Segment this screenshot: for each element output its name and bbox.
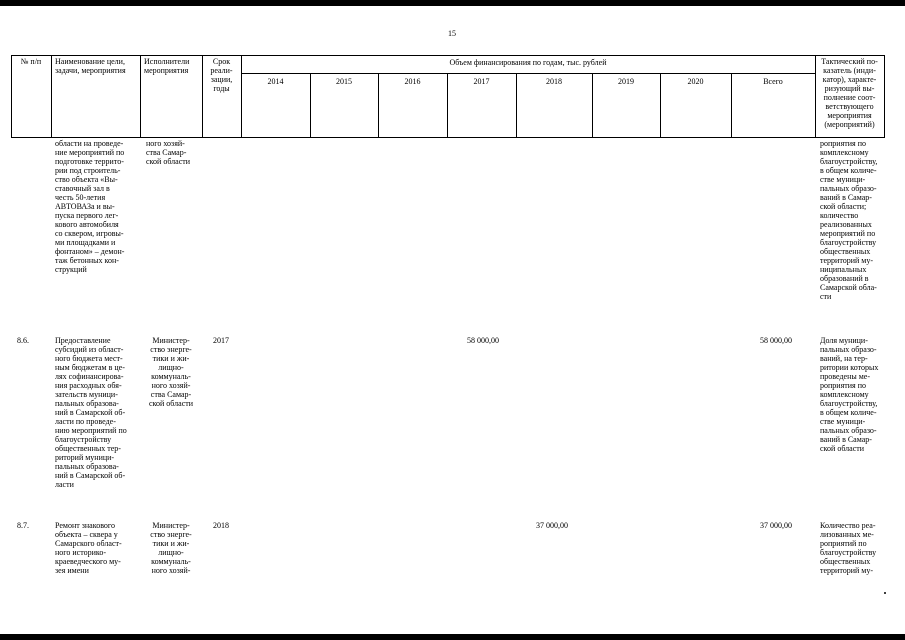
col-border	[241, 55, 242, 138]
row-8-6-name: Предоставление субсидий из област- ного бюджета мест- ным бюджетам в це- лях софинансирова- ния расходных обя- зательств муници- пальных образова- ний в Самарской об- ласти по проведе- нию мероприятий по благоустройству общественных тер- риторий муници- пальных образова- ний в Самарской об- ласти	[55, 336, 127, 489]
year-2014: 2014	[267, 77, 284, 86]
years-row-line	[241, 73, 815, 74]
row-8-6-term: 2017	[213, 336, 229, 345]
cont-row-name: области на проведе- ние мероприятий по подготовке террито- рии под строитель- ство объекта «Вы- ставочный зал в честь 50-летия АВТОВАЗа и вы- пуска первого лег- кового автомобиля со сквером, игровы- ми площадками и фонтаном» – демон- таж бетонных кон- струкций	[55, 139, 125, 274]
header-num: № п/п	[20, 57, 42, 66]
top-border	[0, 0, 905, 6]
year-2020: 2020	[687, 77, 704, 86]
row-8-7-indicator: Количество реа- лизованных ме- роприятий по благоустройству общественных территорий му-	[820, 521, 877, 575]
year-total: Всего	[763, 77, 783, 86]
header-funding: Объем финансирования по годам, тыс. рублей	[449, 58, 607, 67]
row-8-7-term: 2018	[213, 521, 229, 530]
row-8-6-total: 58 000,00	[760, 336, 792, 345]
cont-row-indicator: роприятия по комплексному благоустройству, в общем количе- стве муници- пальных образо- ваний в Самар- ской области; количество реализованных мероприятий по благоустройству общественных территорий му- ниципальных образований в Самарской обла- сти	[820, 139, 878, 301]
row-8-6-indicator: Доля муници- пальных образо- ваний, на тер- ритории которых проведены ме- роприятия по комплексному благоустройству, в общем количе- стве муници- пальных образо- ваний в Самар- ской области	[820, 336, 879, 453]
year-2015: 2015	[336, 77, 352, 86]
col-border	[884, 55, 885, 138]
col-border	[140, 55, 141, 138]
year-2018: 2018	[546, 77, 562, 86]
row-8-7-total: 37 000,00	[760, 521, 792, 530]
year-2019: 2019	[618, 77, 634, 86]
bottom-border	[0, 634, 905, 640]
header-top-line	[11, 55, 884, 56]
row-8-7-name: Ремонт знакового объекта – сквера у Самарского област- ного историко- краеведческого му- зея имени	[55, 521, 122, 575]
row-8-6-amount-2017: 58 000,00	[467, 336, 499, 345]
scan-speck	[884, 592, 886, 594]
col-border	[51, 55, 52, 138]
page-number: 15	[448, 29, 456, 38]
col-border	[11, 55, 12, 138]
year-2016: 2016	[404, 77, 421, 86]
year-2017: 2017	[473, 77, 490, 86]
row-8-6-executor: Министер- ство энерге- тики и жи- лищно- коммуналь- ного хозяй- ства Самар- ской области	[148, 336, 194, 408]
header-name: Наименование цели, задачи, мероприятия	[55, 57, 126, 75]
row-8-7-executor: Министер- ство энерге- тики и жи- лищно- коммуналь- ного хозяй-	[150, 521, 192, 575]
row-8-7-amount-2018: 37 000,00	[536, 521, 568, 530]
row-8-7-num: 8.7.	[17, 521, 29, 530]
cont-row-executor: ного хозяй- ства Самар- ской области	[146, 139, 191, 166]
row-8-6-num: 8.6.	[17, 336, 29, 345]
header-term: Срок реали- зации, годы	[210, 57, 233, 93]
header-executor: Исполнители мероприятия	[144, 57, 190, 75]
header-indicator: Тактический по- казатель (инди- катор), характе- ризующий вы- полнение соот- ветствующего мероприятия (мероприятий)	[821, 57, 878, 129]
